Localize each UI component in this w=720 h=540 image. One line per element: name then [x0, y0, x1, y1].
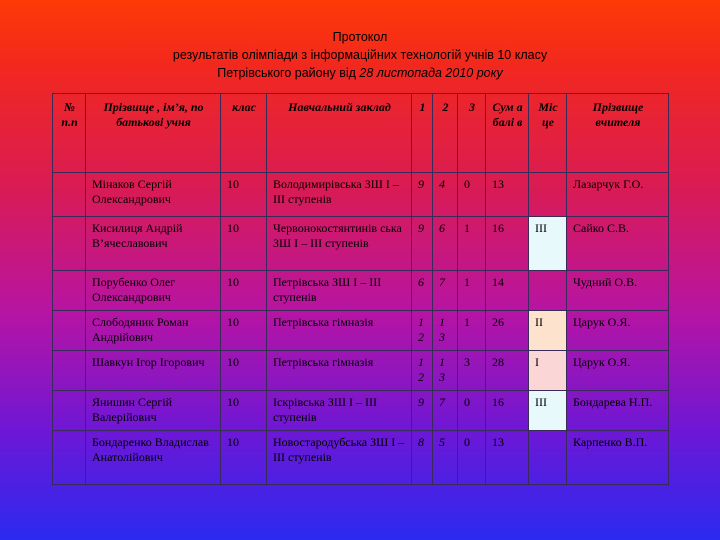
header-title: Протокол	[332, 30, 388, 44]
table-header-row	[53, 94, 669, 173]
task-3-score: 1	[458, 217, 486, 271]
task-2-score: 1 3	[433, 311, 458, 351]
student-name: Янишин Сергій Валерійович	[86, 391, 221, 431]
total-score: 13	[486, 431, 529, 485]
task-2-score: 7	[433, 271, 458, 311]
task-2-score: 7	[433, 391, 458, 431]
teacher-name: Карпенко В.П.	[567, 431, 669, 485]
student-name: Мінаков Сергій Олександрович	[86, 173, 221, 217]
header-task-3: 3	[458, 94, 486, 173]
header-grade: клас	[221, 94, 267, 173]
student-grade: 10	[221, 217, 267, 271]
table-row	[53, 351, 669, 391]
header-number: № п.п	[53, 94, 86, 173]
header-task-2: 2	[433, 94, 458, 173]
row-number	[53, 391, 86, 431]
header-teacher: Прізвище вчителя	[567, 94, 669, 173]
school-name: Петрівська гімназія	[267, 351, 412, 391]
row-number	[53, 173, 86, 217]
teacher-name: Сайко С.В.	[567, 217, 669, 271]
school-name: Петрівська гімназія	[267, 311, 412, 351]
total-score: 13	[486, 173, 529, 217]
header-date: 28 листопада 2010 року	[359, 66, 503, 80]
place	[529, 173, 567, 217]
row-number	[53, 311, 86, 351]
school-name: Новостародубська ЗШ І – ІІІ ступенів	[267, 431, 412, 485]
place	[529, 431, 567, 485]
total-score: 14	[486, 271, 529, 311]
place: ІІІ	[529, 391, 567, 431]
school-name: Володимирівська ЗШ І – ІІІ ступенів	[267, 173, 412, 217]
task-3-score: 3	[458, 351, 486, 391]
table-row	[53, 271, 669, 311]
school-name: Петрівська ЗШ І – ІІІ ступенів	[267, 271, 412, 311]
place: І	[529, 351, 567, 391]
student-grade: 10	[221, 431, 267, 485]
task-1-score: 1 2	[412, 311, 433, 351]
task-1-score: 9	[412, 173, 433, 217]
header-district: Петрівського району від	[217, 66, 360, 80]
table-row	[53, 391, 669, 431]
header-school: Навчальний заклад	[267, 94, 412, 173]
header-place: Міс це	[529, 94, 567, 173]
school-name: Червонокостянтинів ська ЗШ І – ІІІ ступенів	[267, 217, 412, 271]
results-table	[52, 93, 669, 485]
task-1-score: 9	[412, 217, 433, 271]
task-1-score: 8	[412, 431, 433, 485]
table-row	[53, 431, 669, 485]
table-row	[53, 311, 669, 351]
student-grade: 10	[221, 173, 267, 217]
teacher-name: Чудний О.В.	[567, 271, 669, 311]
header-district-date	[0, 64, 720, 82]
place	[529, 271, 567, 311]
teacher-name: Царук О.Я.	[567, 311, 669, 351]
student-grade: 10	[221, 271, 267, 311]
row-number	[53, 431, 86, 485]
student-grade: 10	[221, 351, 267, 391]
task-1-score: 1 2	[412, 351, 433, 391]
row-number	[53, 217, 86, 271]
task-3-score: 0	[458, 391, 486, 431]
header-sum: Сум а балі в	[486, 94, 529, 173]
task-3-score: 0	[458, 431, 486, 485]
teacher-name: Лазарчук Г.О.	[567, 173, 669, 217]
table-row	[53, 217, 669, 271]
task-2-score: 5	[433, 431, 458, 485]
student-grade: 10	[221, 391, 267, 431]
header-subtitle: результатів олімпіади з інформаційних технологій учнів 10 класу	[172, 48, 548, 62]
task-3-score: 0	[458, 173, 486, 217]
total-score: 28	[486, 351, 529, 391]
row-number	[53, 351, 86, 391]
school-name: Іскрівська ЗШ І – ІІІ ступенів	[267, 391, 412, 431]
task-1-score: 6	[412, 271, 433, 311]
task-3-score: 1	[458, 271, 486, 311]
table-row	[53, 173, 669, 217]
student-name: Кисилиця Андрій В’ячеславович	[86, 217, 221, 271]
task-1-score: 9	[412, 391, 433, 431]
task-3-score: 1	[458, 311, 486, 351]
total-score: 16	[486, 217, 529, 271]
header-task-1: 1	[412, 94, 433, 173]
student-name: Бондаренко Владислав Анатолійович	[86, 431, 221, 485]
place: ІІ	[529, 311, 567, 351]
task-2-score: 6	[433, 217, 458, 271]
teacher-name: Бондарева Н.П.	[567, 391, 669, 431]
total-score: 26	[486, 311, 529, 351]
header-name: Прізвище , ім’я, по батькові учня	[86, 94, 221, 173]
protocol-header	[0, 28, 720, 82]
total-score: 16	[486, 391, 529, 431]
student-grade: 10	[221, 311, 267, 351]
student-name: Порубенко Олег Олександрович	[86, 271, 221, 311]
student-name: Шавкун Ігор Ігорович	[86, 351, 221, 391]
row-number	[53, 271, 86, 311]
task-2-score: 4	[433, 173, 458, 217]
place: ІІІ	[529, 217, 567, 271]
student-name: Слободяник Роман Андрійович	[86, 311, 221, 351]
task-2-score: 1 3	[433, 351, 458, 391]
teacher-name: Царук О.Я.	[567, 351, 669, 391]
